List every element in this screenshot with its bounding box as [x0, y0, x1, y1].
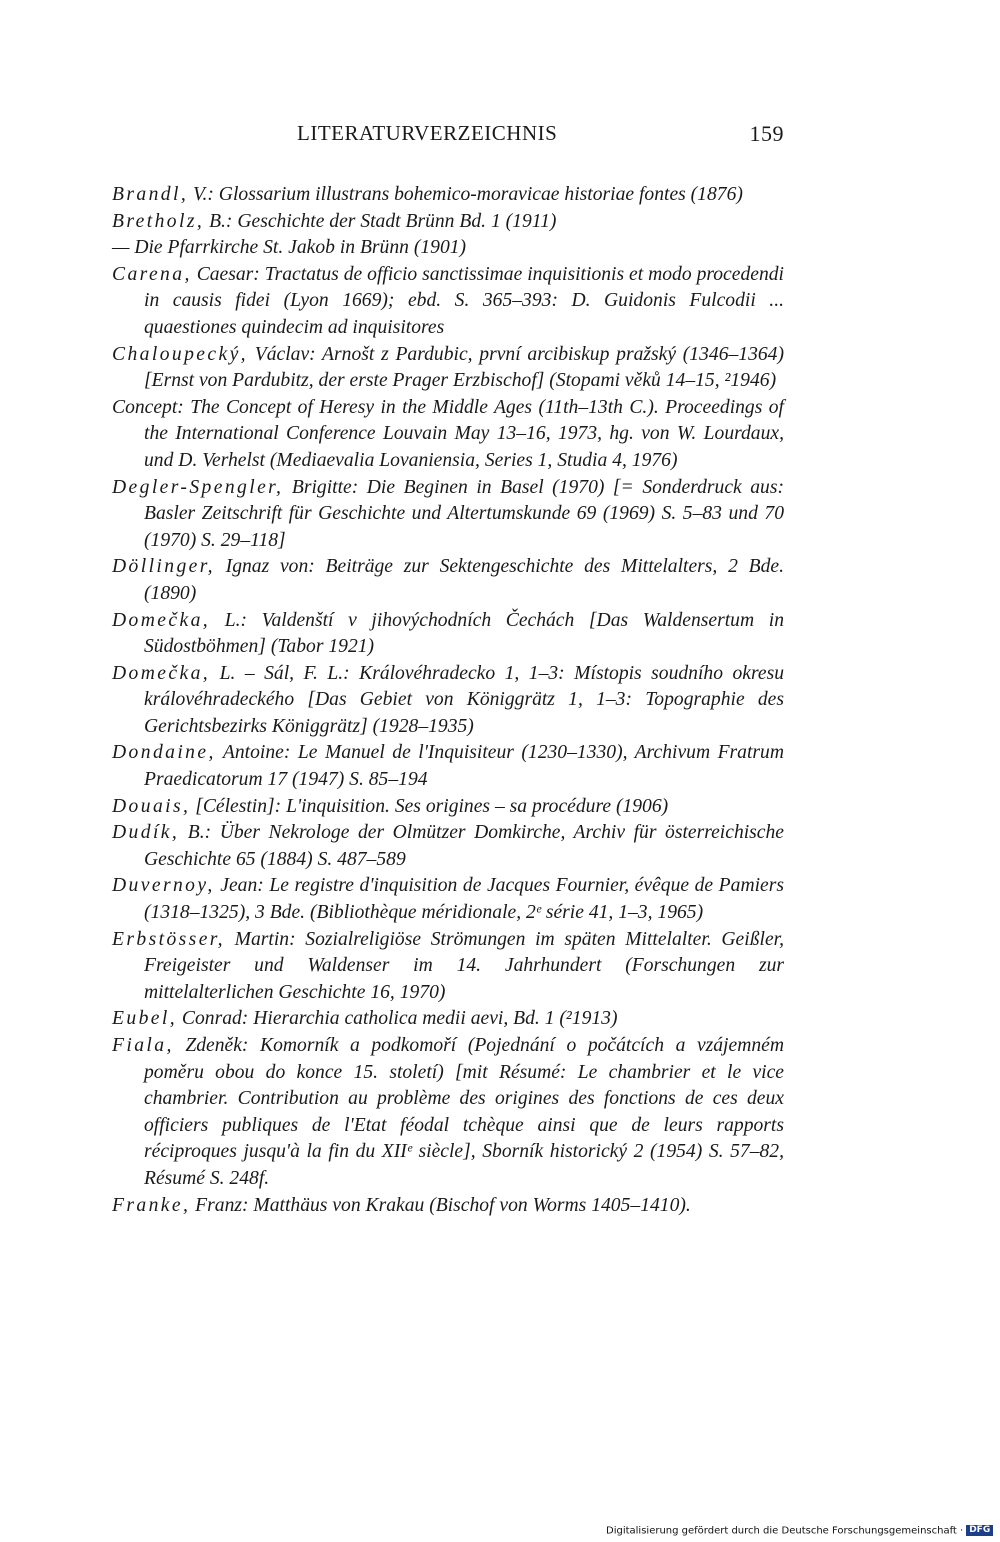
entry-text: V.: Glossarium illustrans bohemico-moravicae historiae fontes (1876): [188, 184, 743, 205]
bibliography-entry: [112, 873, 784, 926]
entry-text: L.: Valdenští v jihovýchodních Čechách [Das Waldensertum in Südostböhmen] (Tabor 1921): [144, 609, 784, 658]
bibliography-entry: [112, 209, 784, 236]
entry-author: Chaloupecký,: [112, 343, 248, 365]
funding-footer: [606, 1525, 993, 1537]
bibliography-entry: [112, 661, 784, 741]
bibliography-entry: [112, 1193, 784, 1220]
entry-text: Zdeněk: Komorník a podkomoří (Pojednání o počátcích a vzájemném poměru obou do konce 15. století) [mit Résumé: Le chambrier et le vice chambrier. Contribution au problème des origines des fonctions de ces deux officiers publiques de l'Etat féodal tchèque ainsi que de leurs rapports réciproques jusqu'à la fin du XIIᵉ siècle], Sborník historický 2 (1954) S. 57–82, Résumé S. 248f.: [144, 1035, 784, 1189]
entry-text: — Die Pfarrkirche St. Jakob in Brünn (1901): [112, 237, 467, 259]
entry-author: Dudík,: [112, 822, 180, 844]
bibliography-entry: [112, 182, 784, 209]
entry-text: Václav: Arnošt z Pardubic, první arcibiskup pražský (1346–1364) [Ernst von Pardubitz, der erste Prager Erzbischof] (Stopami věků 14–15, ²1946): [144, 343, 784, 392]
entry-author: Duvernoy,: [112, 875, 215, 897]
entry-text: Conrad: Hierarchia catholica medii aevi, Bd. 1 (²1913): [177, 1008, 618, 1030]
dfg-logo: DFG: [966, 1525, 993, 1536]
entry-author: Erbstösser,: [112, 928, 225, 950]
entry-text: Jean: Le registre d'inquisition de Jacques Fournier, évêque de Pamiers (1318–1325), 3 Bde. (Bibliothèque méridionale, 2ᵉ série 41, 1–3, 1965): [144, 875, 784, 924]
running-title: LITERATURVERZEICHNIS: [297, 121, 558, 145]
entry-text: Antoine: Le Manuel de l'Inquisiteur (1230–1330), Archivum Fratrum Praedicatorum 17 (1947) S. 85–194: [144, 742, 784, 791]
entry-text: Ignaz von: Beiträge zur Sektengeschichte des Mittelalters, 2 Bde. (1890): [144, 556, 784, 604]
bibliography-entry: [112, 927, 784, 1007]
bibliography-entry: [112, 1033, 784, 1193]
bibliography-entry: [112, 342, 784, 395]
entry-text: Brigitte: Die Beginen in Basel (1970) [= Sonderdruck aus: Basler Zeitschrift für Geschichte und Altertumskunde 69 (1969) S. 5–83 und 70 (1970) S. 29–118]: [144, 476, 784, 551]
entry-author: Franke,: [112, 1194, 191, 1216]
entry-author: Fiala,: [112, 1035, 174, 1056]
bibliography-entry: [112, 608, 784, 661]
bibliography-entry: [112, 794, 784, 821]
bibliography-entry: [112, 740, 784, 793]
page-number: 159: [749, 121, 784, 146]
entry-text: B.: Über Nekrologe der Olmützer Domkirche, Archiv für österreichische Geschichte 65 (1884) S. 487–589: [144, 822, 784, 870]
entry-author: Domečka,: [112, 609, 211, 631]
bibliography-entry: [112, 475, 784, 555]
bibliography-entry: [112, 820, 784, 873]
bibliography-entry: [112, 1006, 784, 1033]
entry-text: Concept: The Concept of Heresy in the Middle Ages (11th–13th C.). Proceedings of the International Conference Louvain May 13–16, 1973, hg. von W. Lourdaux, und D. Verhelst (Mediaevalia Lovaniensia, Series 1, Studia 4, 1976): [112, 396, 784, 471]
entry-text: Martin: Sozialreligiöse Strömungen im späten Mittelalter. Geißler, Freigeister und Waldenser im 14. Jahrhundert (Forschungen zur mittelalterlichen Geschichte 16, 1970): [144, 928, 784, 1003]
entry-text: Franz: Matthäus von Krakau (Bischof von Worms 1405–1410).: [190, 1194, 691, 1216]
entry-text: [Célestin]: L'inquisition. Ses origines – sa procédure (1906): [190, 795, 669, 817]
entry-author: Douais,: [112, 795, 191, 817]
entry-text: B.: Geschichte der Stadt Brünn Bd. 1 (1911): [204, 210, 557, 232]
entry-author: Eubel,: [112, 1008, 178, 1030]
bibliography-entry: [112, 395, 784, 475]
entry-text: Caesar: Tractatus de officio sanctissimae inquisitionis et modo procedendi in causis fidei (Lyon 1669); ebd. S. 365–393: D. Guidonis Fulcodii ... quaestiones quindecim ad inquisitores: [144, 263, 784, 338]
entry-author: Carena,: [112, 263, 192, 285]
bibliography-entry: [112, 554, 784, 607]
bibliography-entry: [112, 262, 784, 342]
entry-author: Degler-Spengler,: [112, 476, 284, 498]
entry-author: Döllinger,: [112, 556, 215, 578]
entry-author: Domečka,: [112, 662, 211, 684]
entry-author: Bretholz,: [112, 210, 205, 232]
footer-text: Digitalisierung gefördert durch die Deutsche Forschungsgemeinschaft ·: [606, 1525, 964, 1537]
entry-author: Dondaine,: [112, 742, 216, 764]
entry-author: Brandl,: [112, 184, 189, 205]
entry-text: L. – Sál, F. L.: Královéhradecko 1, 1–3: Místopis soudního okresu královéhradeckého [Das Gebiet von Königgrätz 1, 1–3: Topographie des Gerichtsbezirks Königgrätz] (1928–1935): [144, 662, 784, 737]
bibliography-list: [112, 182, 784, 1219]
bibliography-entry: [112, 235, 784, 262]
